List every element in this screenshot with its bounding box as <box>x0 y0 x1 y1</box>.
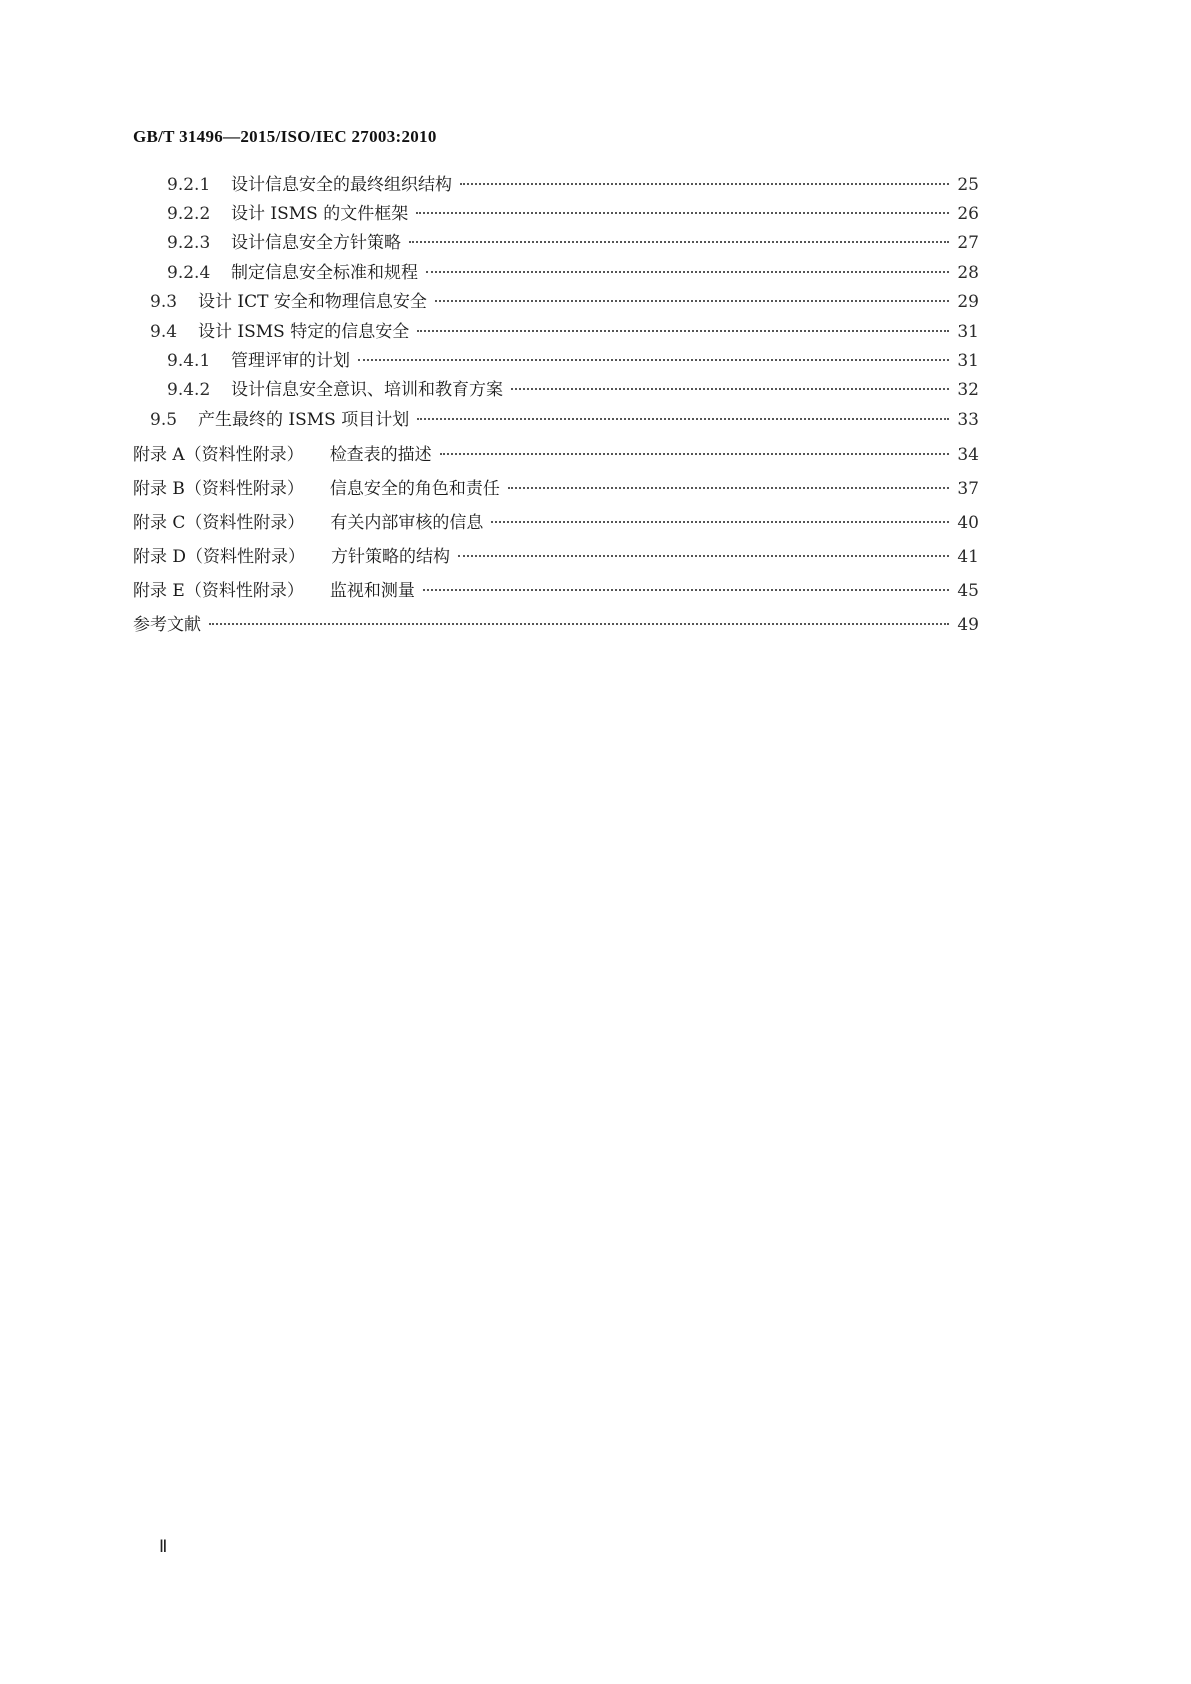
toc-page: 26 <box>957 204 979 224</box>
toc-entry-9-4-1[interactable] <box>167 346 979 370</box>
toc-title: 设计 ICT 安全和物理信息安全 <box>198 292 427 312</box>
appendix-label: 附录 C（资料性附录） <box>133 513 305 533</box>
toc-title: 设计信息安全意识、培训和教育方案 <box>231 380 503 400</box>
appendix-label: 附录 B（资料性附录） <box>133 479 304 499</box>
page-footer <box>159 1537 167 1557</box>
toc-page: 28 <box>957 263 979 283</box>
dot-leader <box>209 623 949 625</box>
dot-leader <box>426 271 949 273</box>
toc-entry-appendix-c[interactable] <box>133 508 979 532</box>
standard-number: GB/T 31496—2015/ISO/IEC 27003:2010 <box>133 127 437 146</box>
toc-title: 监视和测量 <box>329 581 415 601</box>
toc-page: 40 <box>957 513 979 533</box>
toc-entry-9-2-1[interactable] <box>167 170 979 194</box>
toc-entry-9-2-4[interactable] <box>167 258 979 282</box>
toc-page: 45 <box>957 581 979 601</box>
toc-number: 9.4.2 <box>167 380 211 400</box>
toc-entry-9-3[interactable] <box>150 287 979 311</box>
document-header <box>133 127 437 147</box>
toc-title: 信息安全的角色和责任 <box>329 479 500 499</box>
toc-number: 9.5 <box>150 410 178 430</box>
toc-page: 31 <box>957 322 979 342</box>
toc-page: 32 <box>957 380 979 400</box>
toc-page: 49 <box>957 615 979 635</box>
toc-title: 参考文献 <box>133 615 201 635</box>
toc-number: 9.2.3 <box>167 233 211 253</box>
toc-title: 设计 ISMS 的文件框架 <box>231 204 409 224</box>
toc-entry-appendix-b[interactable] <box>133 474 979 498</box>
toc-entry-appendix-e[interactable] <box>133 576 979 600</box>
toc-entry-9-4-2[interactable] <box>167 375 979 399</box>
toc-title: 设计信息安全方针策略 <box>231 233 401 253</box>
toc-title: 检查表的描述 <box>329 445 432 465</box>
dot-leader <box>435 300 949 302</box>
toc-title: 设计信息安全的最终组织结构 <box>231 175 452 195</box>
dot-leader <box>458 555 949 557</box>
dot-leader <box>409 241 949 243</box>
dot-leader <box>460 183 949 185</box>
toc-entry-appendix-a[interactable] <box>133 440 979 464</box>
appendix-label: 附录 D（资料性附录） <box>133 547 306 567</box>
toc-title: 设计 ISMS 特定的信息安全 <box>198 322 410 342</box>
toc-entry-9-5[interactable] <box>150 405 979 429</box>
toc-entry-9-4[interactable] <box>150 317 979 341</box>
toc-title: 产生最终的 ISMS 项目计划 <box>198 410 410 430</box>
toc-page: 29 <box>957 292 979 312</box>
dot-leader <box>440 453 949 455</box>
dot-leader <box>423 589 949 591</box>
toc-number: 9.4 <box>150 322 178 342</box>
toc-page: 34 <box>957 445 979 465</box>
toc-page: 27 <box>957 233 979 253</box>
toc-number: 9.2.2 <box>167 204 211 224</box>
dot-leader <box>417 418 949 420</box>
toc-number: 9.4.1 <box>167 351 211 371</box>
toc-title: 方针策略的结构 <box>331 547 451 567</box>
appendix-label: 附录 E（资料性附录） <box>133 581 304 601</box>
dot-leader <box>417 330 949 332</box>
toc-title: 管理评审的计划 <box>231 351 350 371</box>
toc-number: 9.2.1 <box>167 175 211 195</box>
toc-page: 25 <box>957 175 979 195</box>
toc-title: 有关内部审核的信息 <box>330 513 484 533</box>
dot-leader <box>358 359 949 361</box>
toc-entry-9-2-3[interactable] <box>167 228 979 252</box>
toc-number: 9.2.4 <box>167 263 211 283</box>
toc-title: 制定信息安全标准和规程 <box>231 263 418 283</box>
toc-page: 37 <box>957 479 979 499</box>
toc-entry-appendix-d[interactable] <box>133 542 979 566</box>
page-number: Ⅱ <box>159 1537 168 1556</box>
dot-leader <box>508 487 949 489</box>
toc-page: 41 <box>957 547 979 567</box>
appendix-label: 附录 A（资料性附录） <box>133 445 304 465</box>
toc-number: 9.3 <box>150 292 178 312</box>
toc-entry-references[interactable] <box>133 610 979 634</box>
dot-leader <box>511 388 949 390</box>
toc-page: 33 <box>957 410 979 430</box>
toc-page: 31 <box>957 351 979 371</box>
dot-leader <box>416 212 949 214</box>
dot-leader <box>491 521 949 523</box>
toc-entry-9-2-2[interactable] <box>167 199 979 223</box>
